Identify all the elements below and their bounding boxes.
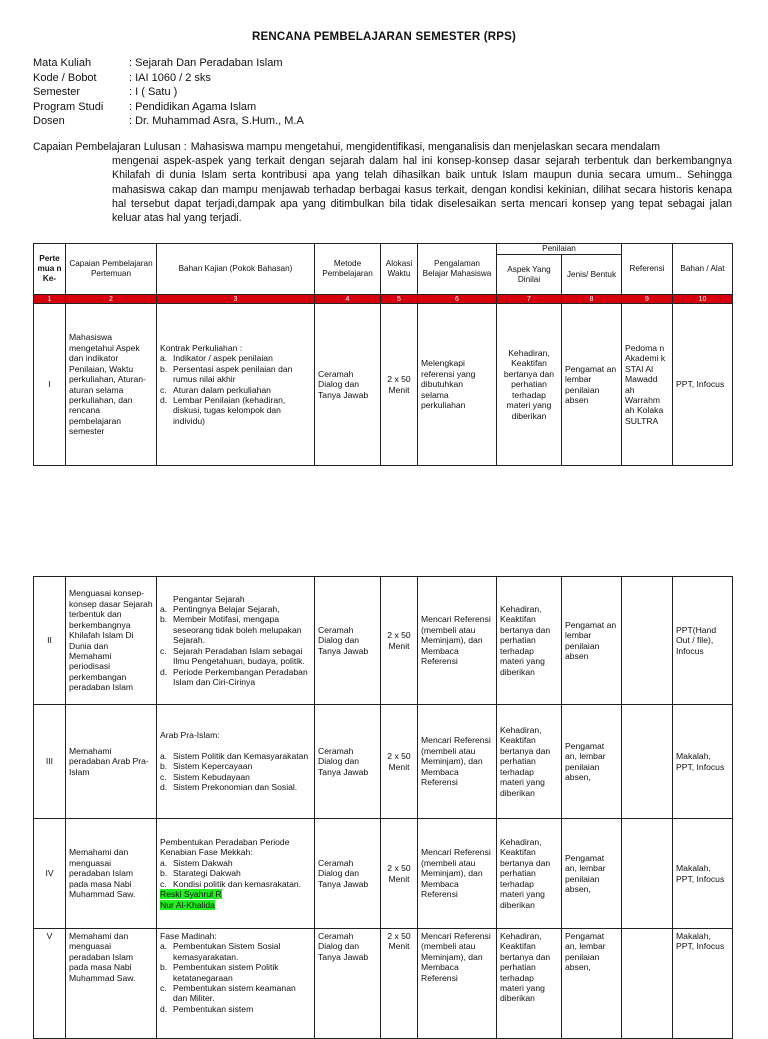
info-key: Dosen bbox=[33, 115, 65, 128]
metode-cell: Ceramah Dialog dan Tanya Jawab bbox=[315, 577, 381, 705]
list-item: c. Kondisi politik dan kemasrakatan. bbox=[160, 878, 302, 889]
bahan-cell: PPT, Infocus bbox=[673, 304, 733, 466]
aspek-cell: Kehadiran, Keaktifan bertanya dan perhatian terhadap materi yang diberikan bbox=[497, 304, 562, 466]
pengalaman-cell: Mencari Referensi (membeli atau Meminjam), dan Membaca Referensi bbox=[418, 577, 497, 705]
list-item: d. Sistem Prekonomian dan Sosial. bbox=[160, 782, 298, 793]
header-pertemuan: Perte mua n Ke- bbox=[34, 244, 66, 295]
table-row bbox=[34, 705, 733, 819]
metode-cell: Ceramah Dialog dan Tanya Jawab bbox=[315, 819, 381, 929]
aspek-cell: Kehadiran, Keaktifan bertanya dan perhatian terhadap materi yang diberikan bbox=[497, 705, 562, 819]
kajian-cell bbox=[157, 705, 315, 819]
info-key: Program Studi bbox=[33, 100, 104, 113]
pertemuan-number: I bbox=[34, 304, 66, 466]
pengalaman-cell: Mencari Referensi (membeli atau Meminjam), dan Membaca Referensi bbox=[418, 929, 497, 1039]
alokasi-cell: 2 x 50 Menit bbox=[381, 929, 418, 1039]
info-value: : Pendidikan Agama Islam bbox=[129, 100, 257, 113]
info-value: : Dr. Muhammad Asra, S.Hum., M.A bbox=[129, 115, 304, 128]
list-item: d. Pembentukan sistem bbox=[160, 1003, 254, 1014]
pertemuan-number: II bbox=[34, 577, 66, 705]
column-number: 8 bbox=[562, 295, 622, 304]
pengalaman-cell: Mencari Referensi (membeli atau Meminjam), dan Membaca Referensi bbox=[418, 819, 497, 929]
header-bahan-alat: Bahan / Alat bbox=[673, 244, 733, 295]
jenis-cell: Pengamat an, lembar penilaian absen, bbox=[562, 819, 622, 929]
list-item: b. Pembentukan sistem Politik ketatanegaraan bbox=[160, 962, 279, 983]
kajian-list bbox=[160, 353, 311, 426]
header-metode: Metode Pembelajaran bbox=[315, 244, 381, 295]
column-number: 9 bbox=[622, 295, 673, 304]
info-key: Semester bbox=[33, 86, 81, 99]
header-referensi: Referensi bbox=[622, 244, 673, 295]
bahan-cell: Makalah, PPT, Infocus bbox=[673, 819, 733, 929]
capaian-cell: Menguasai konsep-konsep dasar Sejarah terbentuk dan berkembangnya Khilafah Islam Di Dunia dan Memahami periodisasi perkembangan peradaban Islam bbox=[66, 577, 157, 705]
highlighted-name: Nur Al-Khalida bbox=[160, 899, 215, 910]
capaian-pembelajaran bbox=[33, 140, 732, 225]
info-row-mata-kuliah bbox=[33, 56, 304, 71]
referensi-cell bbox=[622, 929, 673, 1039]
metode-cell: Ceramah Dialog dan Tanya Jawab bbox=[315, 929, 381, 1039]
metode-cell: Ceramah Dialog dan Tanya Jawab bbox=[315, 304, 381, 466]
aspek-cell: Kehadiran, Keaktifan bertanya dan perhatian terhadap materi yang diberikan bbox=[497, 577, 562, 705]
list-item: b. Membeir Motifasi, mengapa seseorang tidak boleh melupakan Sejarah. bbox=[160, 614, 302, 646]
jenis-cell: Pengamat an, lembar penilaian absen, bbox=[562, 929, 622, 1039]
kajian-cell bbox=[157, 304, 315, 466]
document-title: RENCANA PEMBELAJARAN SEMESTER (RPS) bbox=[251, 31, 517, 43]
highlighted-name: Reski Syahrul R bbox=[160, 889, 222, 900]
table-row bbox=[34, 304, 733, 466]
rps-table-page2 bbox=[33, 576, 733, 1039]
info-value: : IAI 1060 / 2 sks bbox=[129, 71, 211, 84]
pertemuan-number: V bbox=[34, 929, 66, 1039]
bahan-cell: PPT(Hand Out / file), Infocus bbox=[673, 577, 733, 705]
list-item: d. Lembar Penilaian (kehadiran, diskusi, tugas kelompok dan individu) bbox=[160, 394, 286, 426]
capaian-cell: Mahasiswa mengetahui Aspek dan indikator Penilaian, Waktu perkuliahan, Aturan-aturan selama perkuliahan, dan rencana pembelajaran semester bbox=[66, 304, 157, 466]
list-item: c. Pembentukan sistem keamanan dan Militer. bbox=[160, 983, 296, 1004]
info-row-semester bbox=[33, 85, 304, 100]
list-item: a. Indikator / aspek penilaian bbox=[160, 353, 273, 364]
header-penilaian: Penilaian bbox=[497, 244, 622, 255]
column-number: 10 bbox=[673, 295, 733, 304]
header-alokasi: Alokasi Waktu bbox=[381, 244, 418, 295]
kajian-cell bbox=[157, 819, 315, 929]
kajian-title: Arab Pra-Islam: bbox=[160, 730, 220, 741]
bahan-cell: Makalah, PPT, Infocus bbox=[673, 705, 733, 819]
list-item: c. Aturan dalam perkuliahan bbox=[160, 384, 271, 395]
info-value: : Sejarah Dan Peradaban Islam bbox=[129, 57, 283, 69]
capaian-text: mengenai aspek-aspek yang terkait dengan sejarah dalam hal ini konsep-konsep dasar sejarah terbentuk dan berkembangnya Khilafah di dunia Islam serta kontribusi apa yang telah dihasilkan baik untuk Islam maupun dunia secara umum.. Sehingga mahasiswa cakap dan mampu menjawab terhadap berbagai kasus terkait, dengan kondisi kekinian, dilihat secara historis kenapa hal tersebut dapat terjadi,dampak apa yang ditimbulkan bila tidak diselesaikan serta mencari konsep yang tepat sebagai jalan keluar atas hal yang terjadi. bbox=[112, 155, 732, 225]
list-item: c. Sejarah Peradaban Islam sebagai Ilmu Pengetahuan, budaya, politik. bbox=[160, 645, 305, 667]
kajian-list bbox=[160, 941, 311, 1014]
list-item: b. Persentasi aspek penilaian dan rumus nilai akhir bbox=[160, 363, 293, 385]
list-item: b. Starategi Dakwah bbox=[160, 868, 241, 879]
kajian-title: Fase Madinah: bbox=[160, 931, 217, 941]
column-number: 7 bbox=[497, 295, 562, 304]
header-jenis: Jenis/ Bentuk bbox=[562, 255, 622, 295]
column-number: 5 bbox=[381, 295, 418, 304]
info-key: Kode / Bobot bbox=[33, 71, 97, 84]
pertemuan-number: IV bbox=[34, 819, 66, 929]
list-item: a. Sistem Politik dan Kemasyarakatan bbox=[160, 750, 309, 761]
kajian-title: Pengantar Sejarah bbox=[173, 593, 245, 604]
header-pengalaman: Pengalaman Belajar Mahasiswa bbox=[418, 244, 497, 295]
column-number-row bbox=[34, 295, 733, 304]
referensi-cell bbox=[622, 577, 673, 705]
kajian-list bbox=[160, 858, 311, 889]
kajian-list bbox=[160, 751, 311, 793]
rps-table-page1 bbox=[33, 243, 733, 466]
kajian-cell bbox=[157, 929, 315, 1039]
jenis-cell: Pengamat an lembar penilaian absen bbox=[562, 304, 622, 466]
alokasi-cell: 2 x 50 Menit bbox=[381, 819, 418, 929]
referensi-cell: Pedoma n Akademi k STAI Al Mawadd ah Warrahm ah Kolaka SULTRA bbox=[622, 304, 673, 466]
alokasi-cell: 2 x 50 Menit bbox=[381, 577, 418, 705]
capaian-cell: Memahami dan menguasai peradaban Islam pada masa Nabi Muhammad Saw. bbox=[66, 819, 157, 929]
pengalaman-cell: Mencari Referensi (membeli atau Meminjam), dan Membaca Referensi bbox=[418, 705, 497, 819]
list-item: d. Periode Perkembangan Peradaban Islam dan Ciri-Cirinya bbox=[160, 666, 308, 687]
aspek-cell: Kehadiran, Keaktifan bertanya dan perhatian terhadap materi yang diberikan bbox=[497, 819, 562, 929]
table-row bbox=[34, 819, 733, 929]
table-row bbox=[34, 929, 733, 1039]
capaian-label: Capaian Pembelajaran Lulusan : bbox=[33, 141, 187, 153]
pengalaman-cell: Melengkapi referensi yang dibutuhkan selama perkuliahan bbox=[418, 304, 497, 466]
alokasi-cell: 2 x 50 Menit bbox=[381, 304, 418, 466]
info-row-program-studi bbox=[33, 100, 304, 115]
jenis-cell: Pengamat an, lembar penilaian absen, bbox=[562, 705, 622, 819]
kajian-cell bbox=[157, 577, 315, 705]
kajian-list bbox=[160, 604, 311, 687]
pertemuan-number: III bbox=[34, 705, 66, 819]
column-number: 6 bbox=[418, 295, 497, 304]
header-bahan-kajian: Bahan Kajian (Pokok Bahasan) bbox=[157, 244, 315, 295]
info-key: Mata Kuliah bbox=[33, 57, 92, 69]
aspek-cell: Kehadiran, Keaktifan bertanya dan perhatian terhadap materi yang diberikan bbox=[497, 929, 562, 1039]
column-number: 3 bbox=[157, 295, 315, 304]
list-item: a. Pentingnya Belajar Sejarah, bbox=[160, 604, 280, 615]
info-row-dosen bbox=[33, 114, 304, 129]
referensi-cell bbox=[622, 705, 673, 819]
course-info bbox=[33, 56, 304, 129]
capaian-cell: Memahami peradaban Arab Pra-Islam bbox=[66, 705, 157, 819]
column-number: 1 bbox=[34, 295, 66, 304]
list-item: a. Sistem Dakwah bbox=[160, 857, 233, 868]
bahan-cell: Makalah, PPT, Infocus bbox=[673, 929, 733, 1039]
alokasi-cell: 2 x 50 Menit bbox=[381, 705, 418, 819]
header-aspek: Aspek Yang Dinilai bbox=[497, 255, 562, 295]
column-number: 2 bbox=[66, 295, 157, 304]
list-item: c. Sistem Kebudayaan bbox=[160, 771, 250, 782]
info-row-kode bbox=[33, 71, 304, 86]
info-value: : I ( Satu ) bbox=[129, 86, 178, 99]
capaian-cell: Memahami dan menguasai peradaban Islam pada masa Nabi Muhammad Saw. bbox=[66, 929, 157, 1039]
list-item: a. Pembentukan Sistem Sosial kemasyarakatan. bbox=[160, 941, 281, 962]
table-row bbox=[34, 577, 733, 705]
metode-cell: Ceramah Dialog dan Tanya Jawab bbox=[315, 705, 381, 819]
kajian-title: Pembentukan Peradaban Periode Kenabian Fase Mekkah: bbox=[160, 837, 290, 858]
kajian-title: Kontrak Perkuliahan : bbox=[160, 342, 243, 353]
column-number: 4 bbox=[315, 295, 381, 304]
capaian-line1: Mahasiswa mampu mengetahui, mengidentifikasi, menganalisis dan menjelaskan secara mendalam bbox=[190, 141, 661, 153]
list-item: b. Sistem Kepercayaan bbox=[160, 761, 253, 772]
referensi-cell bbox=[622, 819, 673, 929]
jenis-cell: Pengamat an lembar penilaian absen bbox=[562, 577, 622, 705]
header-capaian: Capaian Pembelajaran Pertemuan bbox=[66, 244, 157, 295]
